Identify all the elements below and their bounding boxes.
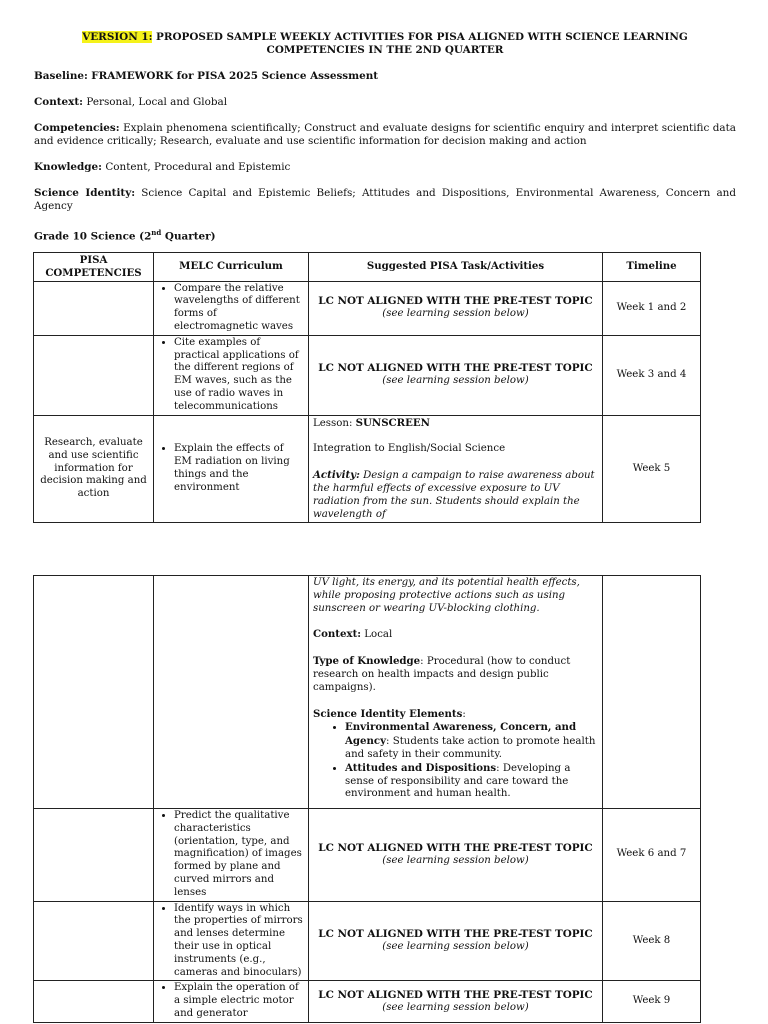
competency-cell [34,281,154,335]
see-learning-session: (see learning session below) [382,308,529,320]
melc-cell [154,576,309,809]
header-timeline: Timeline [603,253,701,282]
competencies-value: Explain phenomena scientifically; Construct and evaluate designs for scientific enquiry and interpret scientific data and evidence critically; Research, evaluate and use scientific information for decision making and action [34,122,736,147]
lesson-label: Lesson: [313,417,353,429]
melc-cell [154,415,309,523]
melc-cell [154,281,309,335]
competency-cell [34,576,154,809]
timeline-cell: Week 9 [603,981,701,1022]
grade-heading [34,226,736,243]
tok-label: Type of Knowledge [313,655,421,668]
see-learning-session: (see learning session below) [382,375,529,387]
table-row [34,901,701,981]
table-row [34,415,701,523]
lesson-line [313,417,598,431]
sie-item-text: : Developing a sense of responsibility and care toward the environment and human health. [345,762,571,800]
context-line [313,628,598,642]
competency-cell [34,335,154,415]
sie-heading [313,708,598,722]
knowledge-label: Knowledge: [34,161,102,173]
context-value: Personal, Local and Global [86,96,228,108]
integration-line: Integration to English/Social Science [313,443,506,455]
timeline-cell: Week 3 and 4 [603,335,701,415]
timeline-cell: Week 5 [603,415,701,523]
activities-table-part2 [33,575,701,1023]
competency-cell [34,901,154,981]
table-row [34,281,701,335]
competencies-line [34,122,736,148]
grade-end: Quarter) [161,230,216,243]
table-header-row [34,253,701,282]
see-learning-session: (see learning session below) [382,1001,529,1013]
sie-list [313,721,598,801]
melc-item: • Identify ways in which the properties of mirrors and lenses determine their use in optical instruments (e.g., cameras and binoculars) [174,903,304,980]
competency-cell: Research, evaluate and use scientific information for decision making and action [34,415,154,523]
table-row [34,809,701,902]
timeline-cell: Week 8 [603,901,701,981]
context-value: Local [364,629,393,641]
grade-sup: nd [151,228,162,237]
header-melc: MELC Curriculum [154,253,309,282]
sie-item-label: Attitudes and Dispositions [345,761,497,774]
lc-not-aligned-text: LC NOT ALIGNED WITH THE PRE-TEST TOPIC [318,928,593,941]
melc-cell [154,809,309,902]
activity-part2: UV light, its energy, and its potential health effects, while proposing protective actions such as using sunscreen or wearing UV-blocking clothing. [313,577,580,614]
activity-part1: Design a campaign to raise awareness about the harmful effects of excessive exposure to UV radiation from the sun. Students should explain the wavelength of [313,470,595,520]
activity-cell [309,809,603,902]
lc-not-aligned-text: LC NOT ALIGNED WITH THE PRE-TEST TOPIC [318,295,593,308]
tok-value: : Procedural (how to conduct research on health impacts and design public campaigns). [313,656,571,693]
knowledge-value: Content, Procedural and Epistemic [105,161,291,173]
competency-cell [34,981,154,1022]
context-line [34,96,736,109]
list-item [345,762,598,801]
grade-text: Grade 10 Science (2 [34,230,152,243]
melc-item: • Explain the operation of a simple electric motor and generator [174,982,304,1020]
baseline-label: Baseline: [34,70,88,82]
melc-cell [154,901,309,981]
baseline-value: FRAMEWORK for PISA 2025 Science Assessment [91,70,379,82]
competencies-label: Competencies: [34,122,120,134]
context-label: Context: [34,96,83,108]
lesson-value: SUNSCREEN [355,416,430,429]
lc-not-aligned-text: LC NOT ALIGNED WITH THE PRE-TEST TOPIC [318,988,593,1001]
activity-cell [309,281,603,335]
knowledge-line [34,161,736,174]
melc-item: • Explain the effects of EM radiation on living things and the environment [174,443,304,494]
science-identity-line [34,187,736,213]
sie-label: Science Identity Elements [313,707,463,720]
table-row [34,335,701,415]
see-learning-session: (see learning session below) [382,854,529,866]
header-activities: Suggested PISA Task/Activities [309,253,603,282]
version-highlight: VERSION 1: [82,31,153,43]
activity-cell [309,415,603,523]
activity-cell [309,335,603,415]
see-learning-session: (see learning session below) [382,940,529,952]
lc-not-aligned-text: LC NOT ALIGNED WITH THE PRE-TEST TOPIC [318,362,593,375]
sie-item-text: : Students take action to promote health and safety in their community. [345,736,596,760]
melc-item: • Cite examples of practical applications of the different regions of EM waves, such as the use of radio waves in telecommunications [174,337,304,414]
science-identity-value: Science Capital and Epistemic Beliefs; Attitudes and Dispositions, Environmental Awareness, Concern and Agency [34,187,736,212]
table-row-continued [34,576,701,809]
list-item [345,721,598,761]
type-of-knowledge-line [313,655,598,694]
activity-cell [309,576,603,809]
activity-text [313,469,598,521]
activity-cell [309,901,603,981]
activity-cell [309,981,603,1022]
melc-item: • Predict the qualitative characteristics (orientation, type, and magnification) of images formed by plane and curved mirrors and lenses [174,810,304,900]
melc-item: • Compare the relative wavelengths of different forms of electromagnetic waves [174,283,304,334]
baseline-line [34,70,736,83]
competency-cell [34,809,154,902]
title-text: PROPOSED SAMPLE WEEKLY ACTIVITIES FOR PISA ALIGNED WITH SCIENCE LEARNING COMPETENCIES IN THE 2ND QUARTER [156,31,688,56]
context-label: Context: [313,628,362,641]
table-row [34,981,701,1022]
lc-not-aligned-text: LC NOT ALIGNED WITH THE PRE-TEST TOPIC [318,841,593,854]
activities-table-part1 [33,252,701,523]
melc-cell [154,335,309,415]
timeline-cell: Week 6 and 7 [603,809,701,902]
timeline-cell [603,576,701,809]
document-title [34,31,736,57]
science-identity-label: Science Identity: [34,187,136,199]
timeline-cell: Week 1 and 2 [603,281,701,335]
sie-item-label: Environmental Awareness, Concern, and Agency [345,721,577,748]
melc-cell [154,981,309,1022]
sie-colon: : [462,708,466,720]
activity-label: Activity: [313,469,360,482]
header-pisa-competencies: PISA COMPETENCIES [34,253,154,282]
